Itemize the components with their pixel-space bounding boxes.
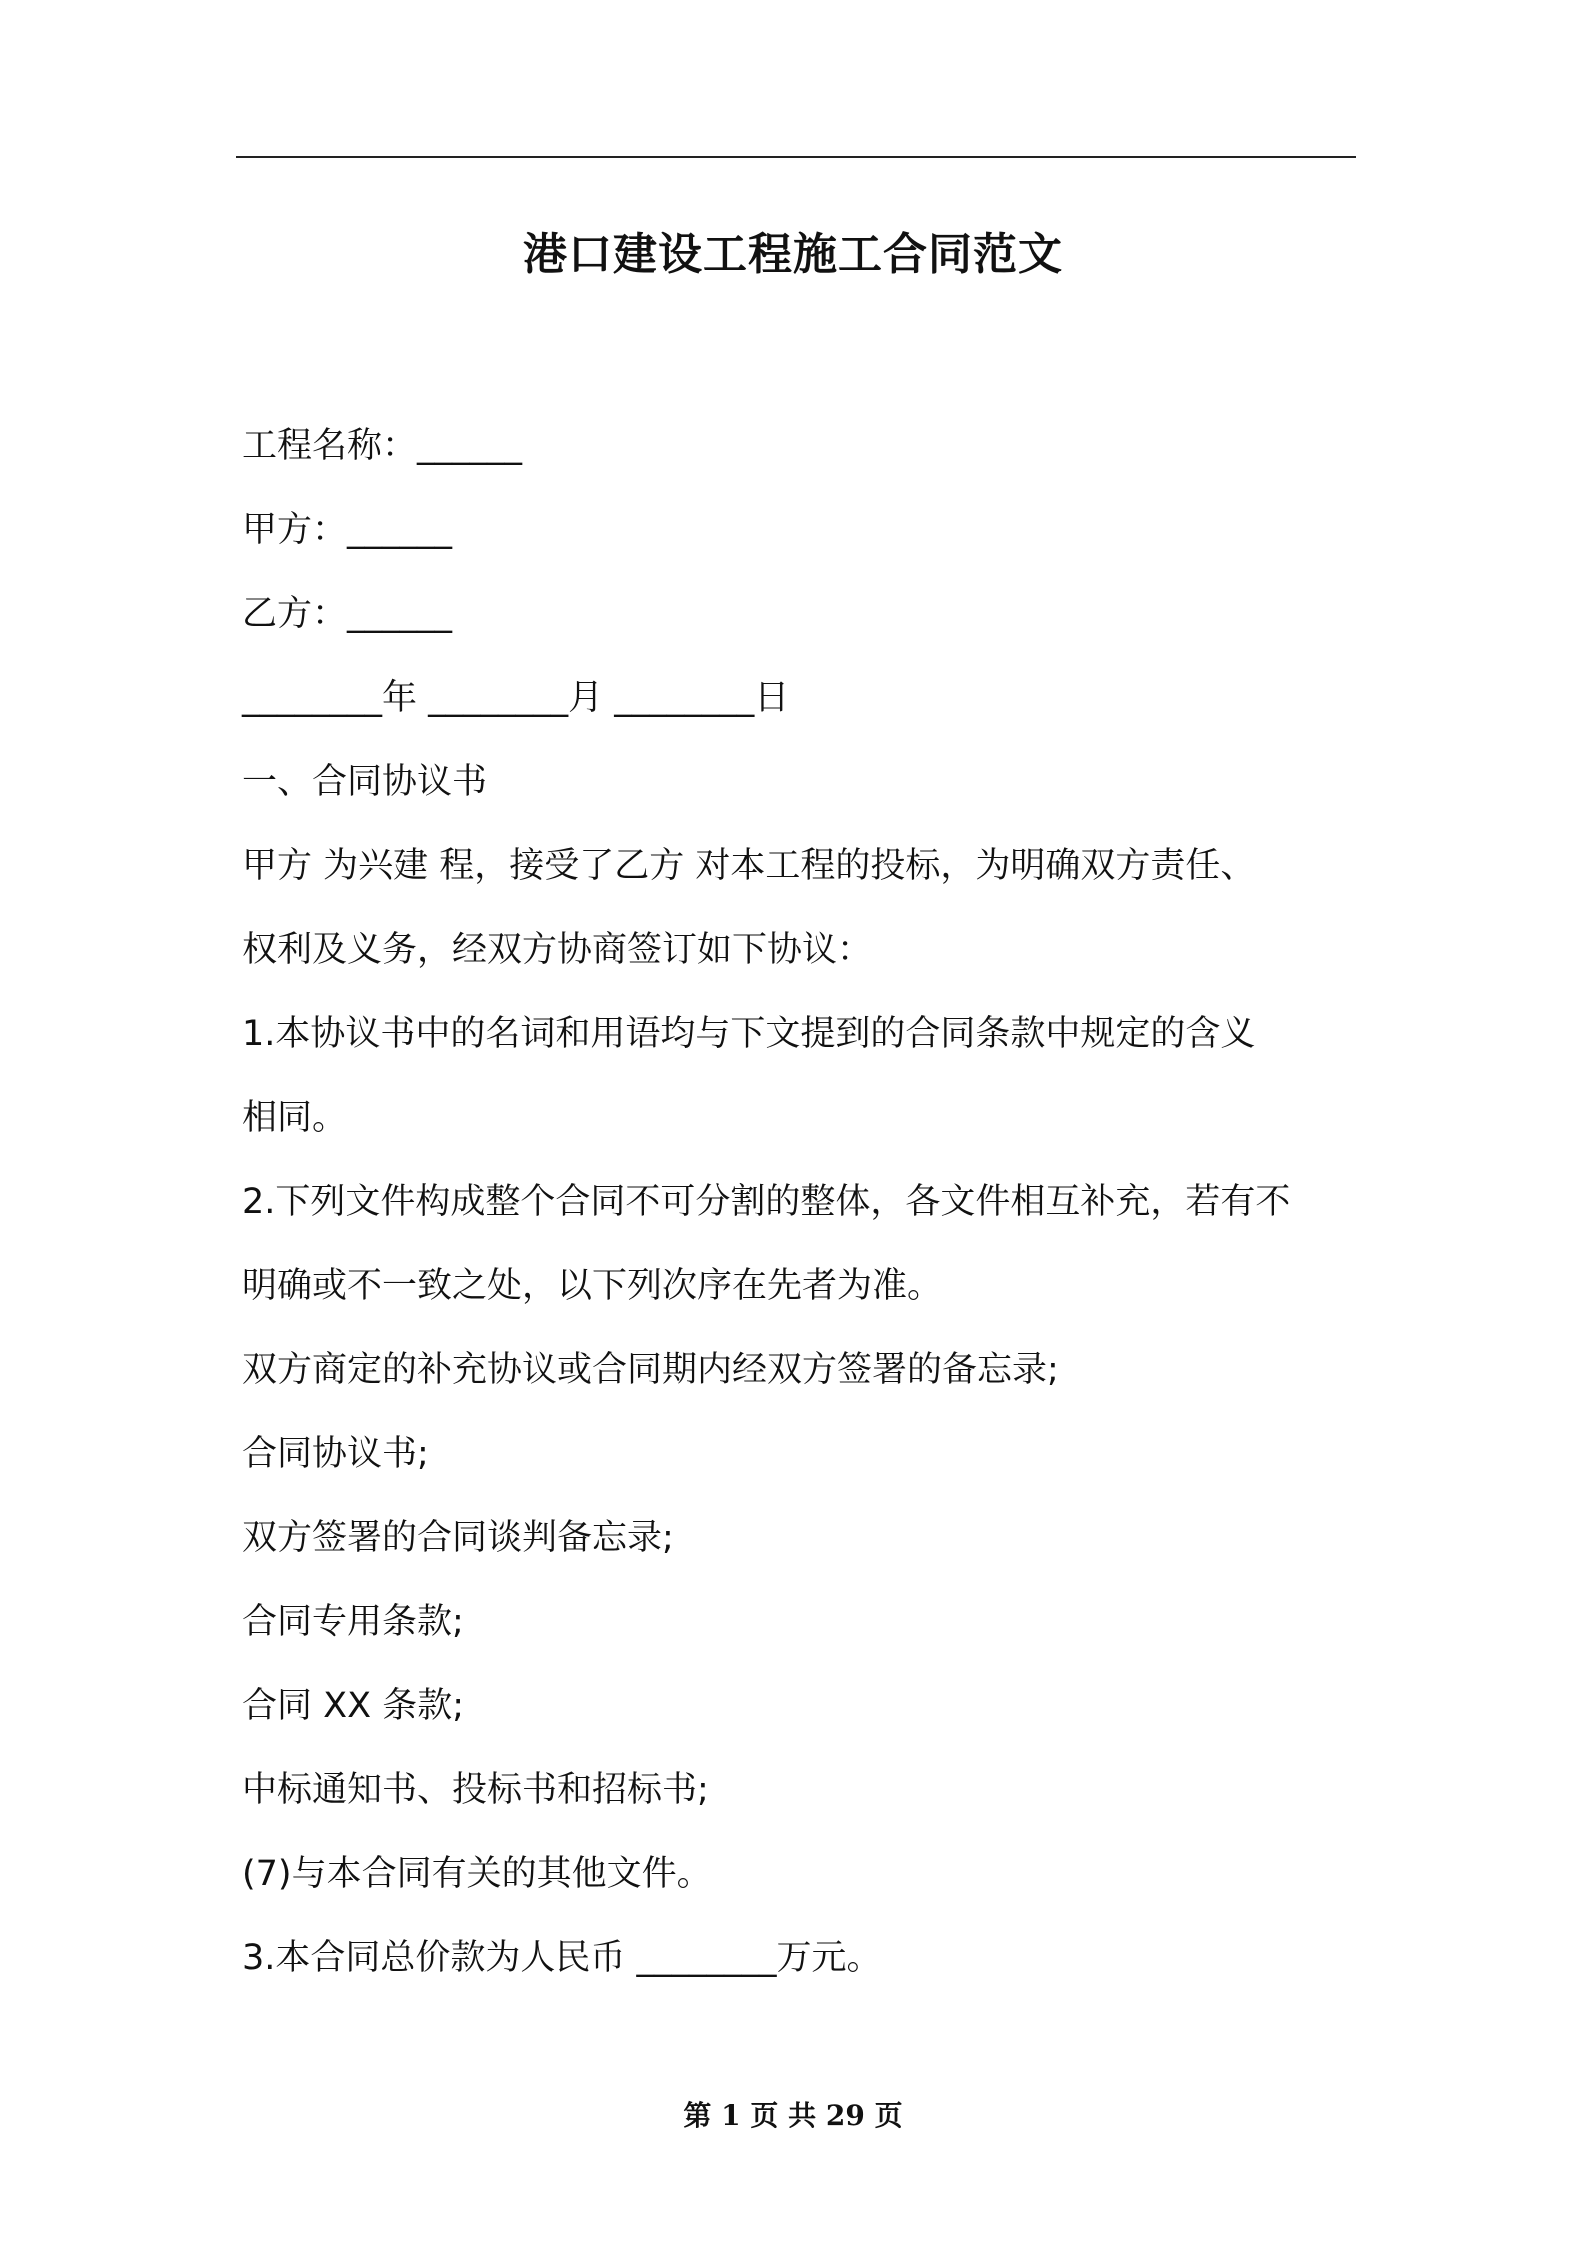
list-item: (7)与本合同有关的其他文件。: [242, 1854, 712, 1894]
paragraph-line: 甲方 为兴建 程，接受了乙方 对本工程的投标，为明确双方责任、: [242, 846, 1256, 886]
paragraph-line: 权利及义务，经双方协商签订如下协议：: [242, 930, 873, 970]
document-body: [242, 404, 1362, 2000]
date-line: ________年 ________月 ________日: [242, 678, 790, 718]
party-b-line: 乙方：______: [242, 594, 453, 634]
header-rule: [236, 156, 1356, 158]
list-item: 双方商定的补充协议或合同期内经双方签署的备忘录;: [242, 1350, 1059, 1390]
clause-line: 明确或不一致之处，以下列次序在先者为准。: [242, 1266, 943, 1306]
list-item: 中标通知书、投标书和招标书;: [242, 1770, 709, 1810]
clause-line: 3.本合同总价款为人民币 ________万元。: [242, 1938, 882, 1978]
clause-line: 相同。: [242, 1098, 348, 1138]
project-name-line: 工程名称：______: [242, 426, 523, 466]
list-item: 合同协议书;: [242, 1434, 429, 1474]
clause-line: 1.本协议书中的名词和用语均与下文提到的合同条款中规定的含义: [242, 1014, 1256, 1054]
party-a-line: 甲方：______: [242, 510, 453, 550]
list-item: 双方签署的合同谈判备忘录;: [242, 1518, 674, 1558]
clause-line: 2.下列文件构成整个合同不可分割的整体，各文件相互补充，若有不: [242, 1182, 1291, 1222]
section-heading: 一、合同协议书: [242, 762, 488, 802]
document-title: 港口建设工程施工合同范文: [523, 229, 1063, 280]
page-number-footer: 第 1 页 共 29 页: [683, 2099, 903, 2132]
list-item: 合同专用条款;: [242, 1602, 464, 1642]
list-item: 合同 XX 条款;: [242, 1686, 464, 1726]
